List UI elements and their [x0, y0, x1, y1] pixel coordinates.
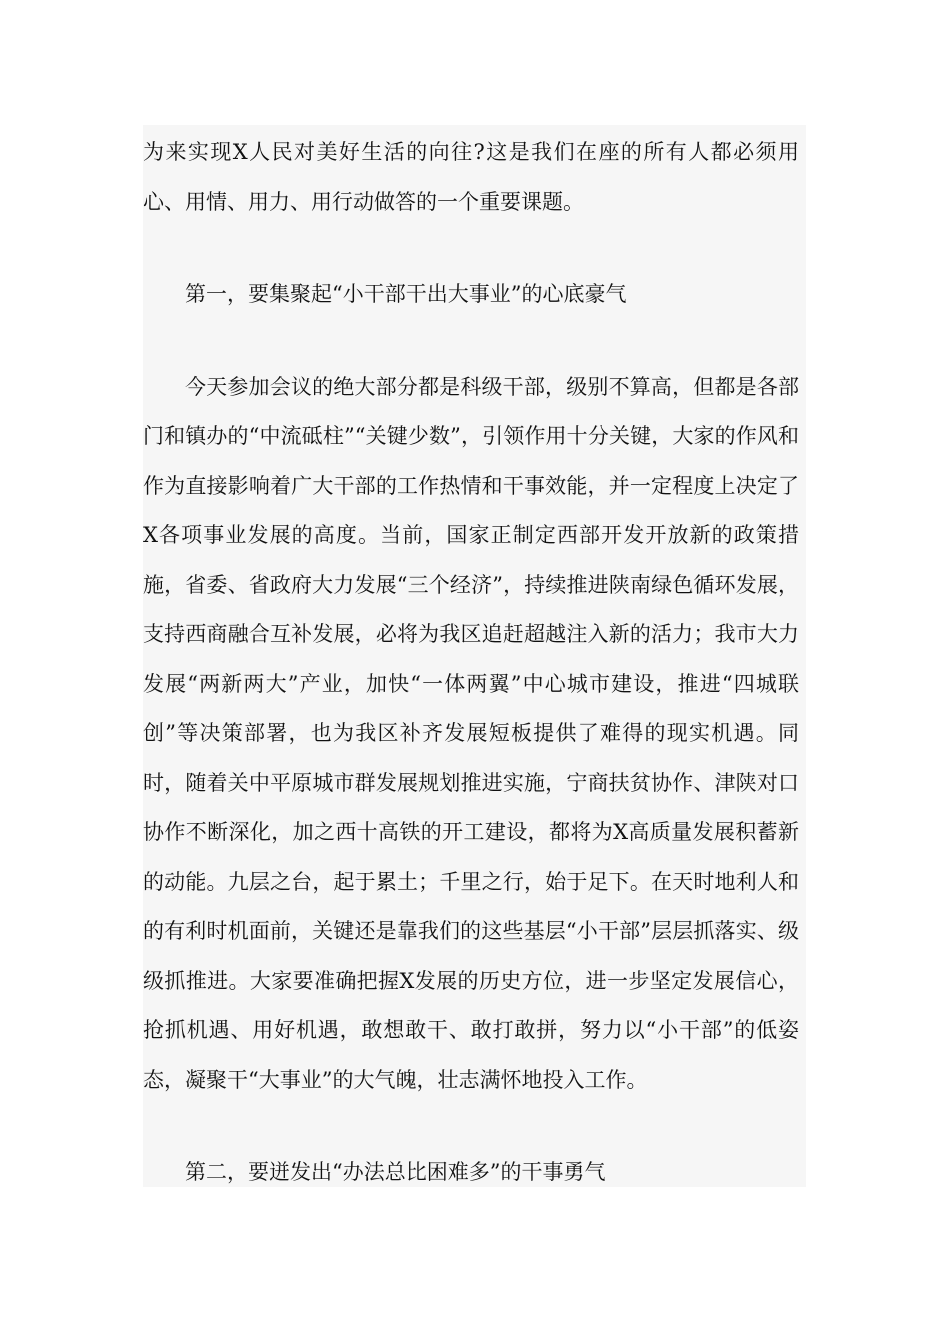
section-heading-1: 第一，要集聚起“小干部干出大事业”的心底豪气: [185, 282, 627, 306]
paragraph-continuation: 为来实现X人民对美好生活的向往?这是我们在座的所有人都必须用心、用情、用力、用行动做答的一个重要课题。: [143, 140, 799, 214]
document-body: [143, 128, 799, 1198]
paragraph-gap: [143, 227, 799, 270]
paragraph-body-1: 今天参加会议的绝大部分都是科级干部，级别不算高，但都是各部门和镇办的“中流砥柱”“关键少数”，引领作用十分关键，大家的作风和作为直接影响着广大干部的工作热情和干事效能，并一定程度上决定了X各项事业发展的高度。当前，国家正制定西部开发开放新的政策措施，省委、省政府大力发展“三个经济”，持续推进陕南绿色循环发展，支持西商融合互补发展，必将为我区追赶超越注入新的活力；我市大力发展“两新两大”产业，加快“一体两翼”中心城市建设，推进“四城联创”等决策部署，也为我区补齐发展短板提供了难得的现实机遇。同时，随着关中平原城市群发展规划推进实施，宁商扶贫协作、津陕对口协作不断深化，加之西十高铁的开工建设，都将为X高质量发展积蓄新的动能。九层之台，起于累土；千里之行，始于足下。在天时地利人和的有利时机面前，关键还是靠我们的这些基层“小干部”层层抓落实、级级抓推进。大家要准确把握X发展的历史方位，进一步坚定发展信心，抢抓机遇、用好机遇，敢想敢干、敢打敢拼，努力以“小干部”的低姿态，凝聚干“大事业”的大气魄，壮志满怀地投入工作。: [143, 374, 799, 1092]
paragraph-gap: [143, 320, 799, 363]
paragraph-gap: [143, 1105, 799, 1148]
section-heading-2: 第二，要迸发出“办法总比困难多”的干事勇气: [185, 1160, 606, 1184]
